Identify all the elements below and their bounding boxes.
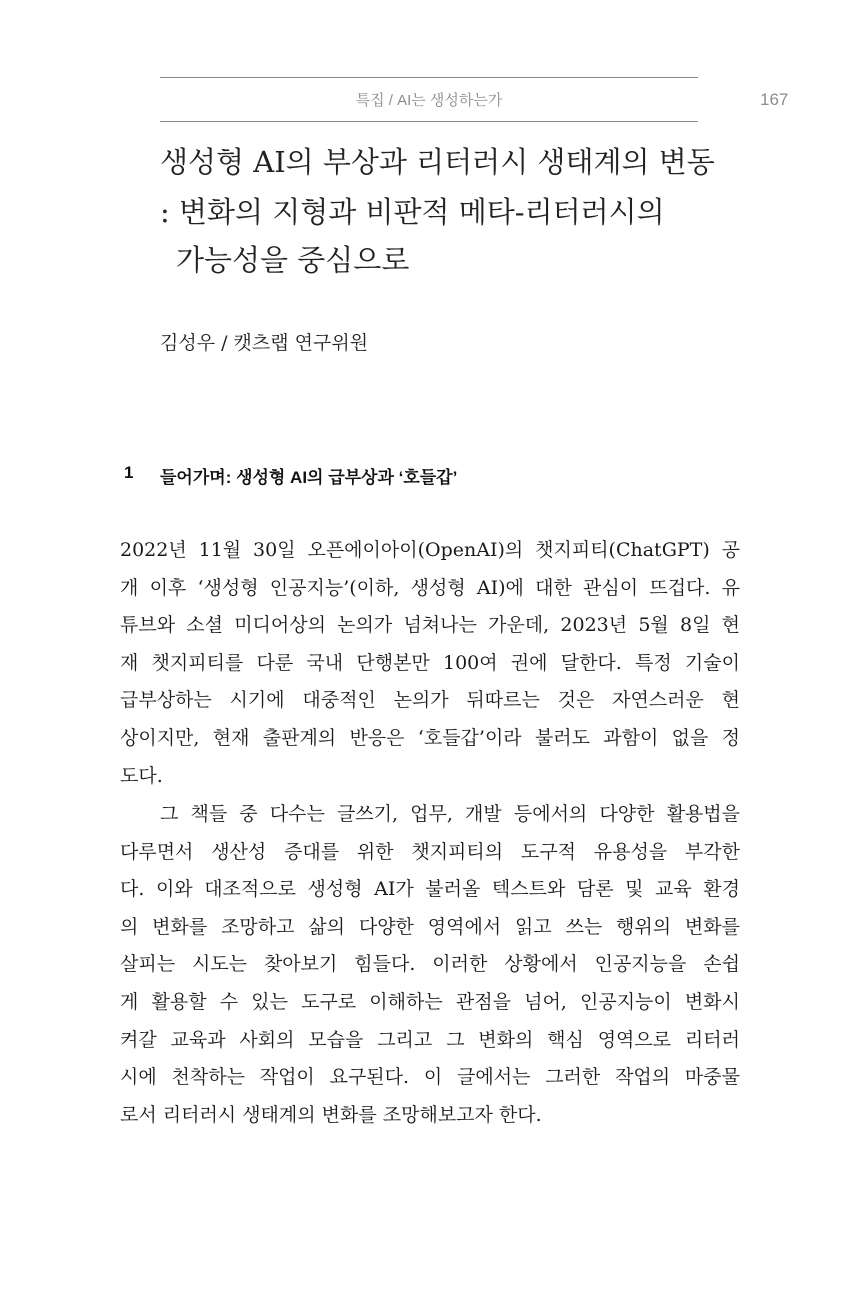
- paragraph-line: 2022년 11월 30일 오픈에이아이(OpenAI)의 챗지피티(ChatGPT) 공: [120, 539, 740, 561]
- section-number: 1: [124, 463, 134, 482]
- article-title-line-2: : 변화의 지형과 비판적 메타-리터러시의: [160, 195, 665, 229]
- paragraph-line: 상이지만, 현재 출판계의 반응은 ‘호들갑’이라 불러도 과함이 없을 정: [120, 727, 740, 749]
- paragraph-line: 재 챗지피티를 다룬 국내 단행본만 100여 권에 달한다. 특정 기술이: [120, 651, 740, 674]
- paragraph-line: 튜브와 소셜 미디어상의 논의가 넘쳐나는 가운데, 2023년 5월 8일 현: [120, 614, 740, 637]
- paragraph-line: 그 책들 중 다수는 글쓰기, 업무, 개발 등에서의 다양한 활용법을: [160, 803, 740, 825]
- paragraph-line: 다. 이와 대조적으로 생성형 AI가 불러올 텍스트와 담론 및 교육 환경: [120, 878, 740, 901]
- paragraph-line: 게 활용할 수 있는 도구로 이해하는 관점을 넘어, 인공지능이 변화시: [120, 991, 740, 1013]
- header-top-rule: [160, 77, 698, 78]
- paragraph-line: 개 이후 ‘생성형 인공지능’(이하, 생성형 AI)에 대한 관심이 뜨겁다. 유: [120, 576, 740, 599]
- section-heading: 들어가며: 생성형 AI의 급부상과 ‘호들갑’: [160, 468, 458, 487]
- running-title: 특집 / AI는 생성하는가: [355, 92, 503, 109]
- paragraph-line: 켜갈 교육과 사회의 모습을 그리고 그 변화의 핵심 영역으로 리터러: [120, 1028, 740, 1051]
- header-bottom-rule: [160, 121, 698, 122]
- paragraph-line: 로서 리터러시 생태계의 변화를 조망해보고자 한다.: [120, 1103, 542, 1126]
- author-byline: 김성우 / 캣츠랩 연구위원: [160, 332, 369, 354]
- paragraph-line: 시에 천착하는 작업이 요구된다. 이 글에서는 그러한 작업의 마중물: [120, 1066, 740, 1089]
- page-number: 167: [760, 90, 789, 109]
- paragraph-line: 다루면서 생산성 증대를 위한 챗지피티의 도구적 유용성을 부각한: [120, 840, 740, 863]
- paragraph-line: 살피는 시도는 찾아보기 힘들다. 이러한 상황에서 인공지능을 손쉽: [120, 953, 740, 976]
- paragraph-line: 급부상하는 시기에 대중적인 논의가 뒤따르는 것은 자연스러운 현: [120, 689, 740, 712]
- article-title-line-3: 가능성을 중심으로: [176, 243, 410, 277]
- paragraph-line: 의 변화를 조망하고 삶의 다양한 영역에서 읽고 쓰는 행위의 변화를: [120, 915, 740, 938]
- article-title-line-1: 생성형 AI의 부상과 리터러시 생태계의 변동: [160, 145, 715, 179]
- paragraph-line: 도다.: [120, 764, 163, 787]
